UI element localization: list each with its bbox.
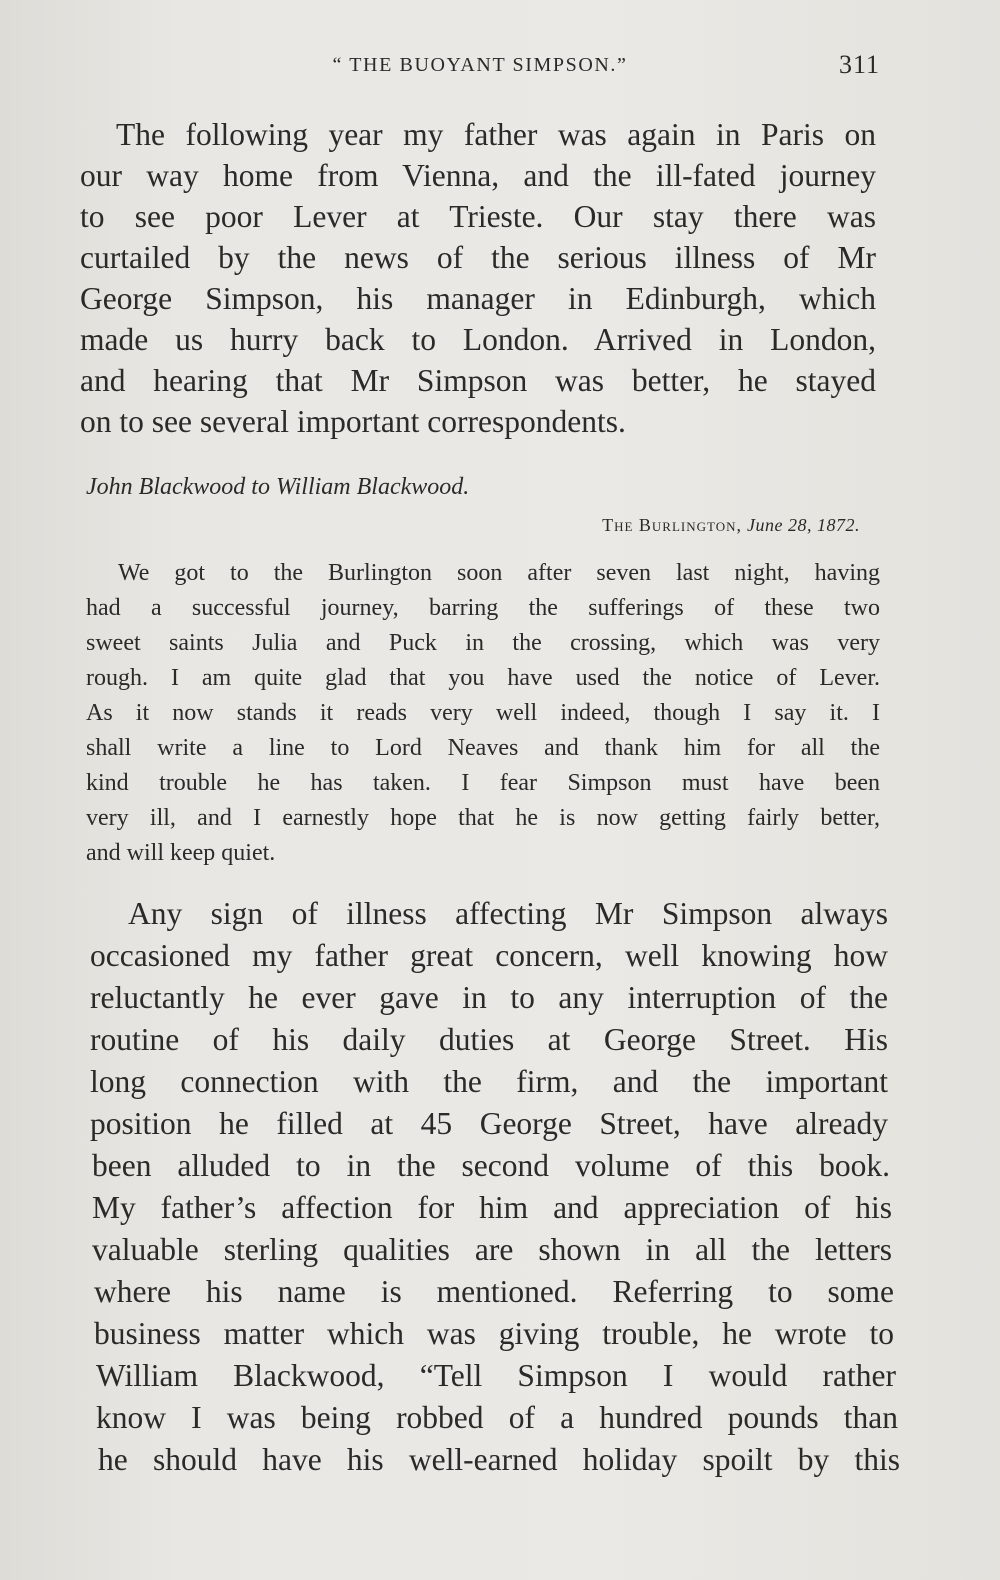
paragraph-line: Any sign of illness affecting Mr Simpson always (128, 896, 888, 931)
letter-line: kind trouble he has taken. I fear Simpson must have been (86, 770, 880, 796)
letter-line: sweet saints Julia and Puck in the crossing, which was very (86, 630, 880, 656)
paragraph-line: made us hurry back to London. Arrived in London, (80, 322, 876, 357)
paragraph-line: on to see several important correspondents. (80, 404, 626, 439)
letter-line: As it now stands it reads very well indeed, though I say it. I (86, 700, 880, 726)
paragraph-line: My father’s affection for him and appreciation of his (92, 1190, 892, 1225)
letter-line: had a successful journey, barring the sufferings of these two (86, 595, 880, 621)
paragraph-line: to see poor Lever at Trieste. Our stay there was (80, 199, 876, 234)
running-title: “ THE BUOYANT SIMPSON.” (332, 54, 628, 76)
paragraph-line: occasioned my father great concern, well knowing how (90, 938, 888, 973)
paragraph-line: position he filled at 45 George Street, have already (90, 1106, 888, 1141)
paragraph-line: long connection with the firm, and the important (90, 1064, 888, 1099)
paragraph-line: George Simpson, his manager in Edinburgh, which (80, 281, 876, 316)
paragraph-line: routine of his daily duties at George Street. His (90, 1022, 888, 1057)
paragraph-line: curtailed by the news of the serious illness of Mr (80, 240, 876, 275)
paragraph-line: valuable sterling qualities are shown in all the letters (92, 1232, 892, 1267)
paragraph-line: know I was being robbed of a hundred pounds than (96, 1400, 898, 1435)
paragraph-line: our way home from Vienna, and the ill-fated journey (80, 158, 876, 193)
paragraph-line: and hearing that Mr Simpson was better, he stayed (80, 363, 876, 398)
paragraph-line: he should have his well-earned holiday spoilt by this (98, 1442, 900, 1477)
running-head (80, 52, 880, 88)
letter-line: and will keep quiet. (86, 840, 276, 866)
page-number: 311 (838, 50, 880, 79)
letter-line: rough. I am quite glad that you have used the notice of Lever. (86, 665, 880, 691)
letter-line: We got to the Burlington soon after seven last night, having (118, 560, 880, 586)
paragraph-line: The following year my father was again in Paris on (116, 117, 876, 152)
paragraph-line: been alluded to in the second volume of this book. (92, 1148, 890, 1183)
letter-place: The Burlington, (602, 515, 743, 535)
paragraph-line: reluctantly he ever gave in to any interruption of the (90, 980, 888, 1015)
letter-heading: John Blackwood to William Blackwood. (86, 474, 470, 500)
letter-line: very ill, and I earnestly hope that he is now getting fairly better, (86, 805, 880, 831)
paragraph-line: business matter which was giving trouble, he wrote to (94, 1316, 894, 1351)
letter-line: shall write a line to Lord Neaves and thank him for all the (86, 735, 880, 761)
letter-date: June 28, 1872. (747, 515, 860, 535)
paragraph-line: where his name is mentioned. Referring to some (94, 1274, 894, 1309)
paragraph-line: William Blackwood, “Tell Simpson I would rather (96, 1358, 896, 1393)
letter-dateline (602, 515, 860, 536)
